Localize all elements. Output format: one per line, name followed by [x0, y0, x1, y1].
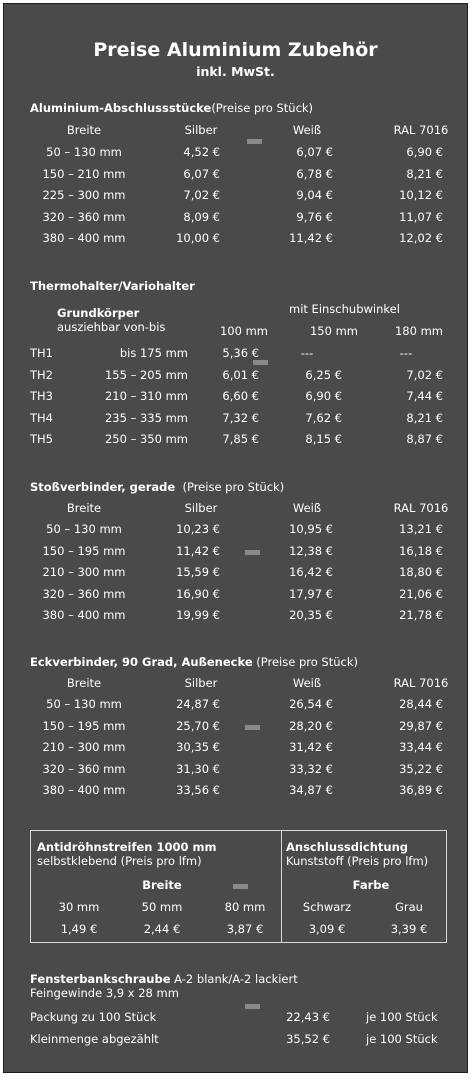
- thermo-cell-price-180: 8,21 €: [406, 410, 443, 425]
- eck-cell-breite: 150 – 195 mm: [42, 718, 126, 733]
- abschluss-header-weiss: Weiß: [292, 123, 322, 137]
- thermo-cell-type: TH2: [30, 367, 53, 382]
- stoss-cell-silber: 10,23 €: [176, 522, 220, 536]
- thermo-einschub-label: mit Einschubwinkel: [289, 302, 400, 316]
- eck-header-ral7016: RAL 7016: [393, 676, 449, 690]
- stoss-heading-line: [30, 480, 284, 494]
- abschluss-cell-breite: 380 – 400 mm: [42, 231, 126, 245]
- eck-cell-silber: 31,30 €: [176, 761, 220, 776]
- abschluss-cell-breite: 50 – 130 mm: [46, 145, 122, 159]
- abschluss-cell-weiss: 6,78 €: [296, 166, 333, 181]
- thermo-header-100mm: 100 mm: [219, 324, 268, 338]
- stoss-cell-ral7016: 16,18 €: [399, 543, 443, 558]
- thermo-cell-price-180: ---: [399, 346, 413, 360]
- decorative-dash: [253, 360, 268, 365]
- thermo-cell-price-100: 5,36 €: [222, 346, 259, 360]
- antidroehn-heading: Antidröhnstreifen 1000 mm: [37, 840, 217, 854]
- schraube-sub: Feingewinde 3,9 x 28 mm: [30, 986, 179, 1000]
- abschluss-note: (Preise pro Stück): [211, 101, 314, 115]
- thermo-cell-range: 235 – 335 mm: [104, 410, 188, 425]
- abschluss-cell-silber: 6,07 €: [183, 166, 220, 181]
- antidroehn-breite-label: Breite: [142, 878, 182, 892]
- anschluss-price-schwarz: 3,09 €: [308, 922, 346, 936]
- antidroehn-sub: selbstklebend (Preis pro lfm): [37, 854, 202, 868]
- eck-cell-breite: 320 – 360 mm: [42, 761, 126, 776]
- stoss-cell-breite: 50 – 130 mm: [46, 522, 122, 536]
- stoss-cell-ral7016: 21,78 €: [399, 608, 443, 622]
- stoss-cell-weiss: 12,38 €: [289, 543, 333, 558]
- anschluss-farbe-label: Farbe: [352, 878, 390, 892]
- thermo-header-180mm: 180 mm: [394, 324, 443, 338]
- thermo-cell-range: 155 – 205 mm: [104, 367, 188, 382]
- schraube-row-price: 22,43 €: [286, 1010, 330, 1024]
- abschluss-cell-breite: 320 – 360 mm: [42, 209, 126, 224]
- eck-note: (Preise pro Stück): [256, 655, 359, 669]
- decorative-dash: [245, 725, 260, 730]
- eck-cell-ral7016: 33,44 €: [399, 740, 443, 754]
- decorative-dash: [245, 1004, 260, 1009]
- thermo-cell-type: TH1: [30, 346, 53, 360]
- price-sheet: [3, 3, 468, 1073]
- stoss-cell-silber: 15,59 €: [176, 565, 220, 579]
- abschluss-cell-weiss: 6,07 €: [296, 145, 333, 159]
- stoss-header-weiss: Weiß: [292, 501, 322, 515]
- thermo-cell-price-150: ---: [300, 346, 314, 360]
- anschluss-price-grau: 3,39 €: [390, 922, 428, 936]
- eck-header-weiss: Weiß: [292, 676, 322, 690]
- thermo-grund-label: Grundkörper: [57, 306, 140, 320]
- stoss-cell-breite: 210 – 300 mm: [42, 565, 126, 579]
- stoss-cell-weiss: 10,95 €: [289, 522, 333, 536]
- abschluss-cell-breite: 150 – 210 mm: [42, 166, 126, 181]
- thermo-cell-type: TH5: [30, 432, 53, 446]
- thermo-cell-type: TH3: [30, 389, 53, 403]
- eck-cell-ral7016: 35,22 €: [399, 761, 443, 776]
- stoss-heading: Stoßverbinder, gerade: [30, 480, 176, 494]
- eck-cell-weiss: 26,54 €: [289, 697, 333, 711]
- eck-cell-breite: 50 – 130 mm: [46, 697, 122, 711]
- eck-cell-breite: 210 – 300 mm: [42, 740, 126, 754]
- box-divider: [281, 830, 282, 942]
- thermo-cell-price-100: 7,85 €: [222, 432, 259, 446]
- eck-cell-silber: 30,35 €: [176, 740, 220, 754]
- schraube-heading: Fensterbankschraube: [30, 972, 171, 986]
- eck-header-silber: Silber: [184, 676, 218, 690]
- schraube-note: A-2 blank/A-2 lackiert: [174, 972, 298, 986]
- schraube-row-price: 35,52 €: [286, 1032, 330, 1046]
- abschluss-cell-ral7016: 6,90 €: [406, 145, 443, 159]
- thermo-cell-price-180: 7,02 €: [406, 367, 443, 382]
- thermo-cell-type: TH4: [30, 410, 53, 425]
- eck-cell-weiss: 33,32 €: [289, 761, 333, 776]
- eck-cell-ral7016: 29,87 €: [399, 718, 443, 733]
- eck-cell-weiss: 34,87 €: [289, 783, 333, 797]
- abschluss-heading-line: [30, 101, 313, 115]
- antidroehn-price-80: 3,87 €: [226, 922, 264, 936]
- eck-cell-breite: 380 – 400 mm: [42, 783, 126, 797]
- decorative-dash: [233, 884, 248, 889]
- thermo-cell-price-180: 7,44 €: [406, 389, 443, 403]
- abschluss-cell-ral7016: 12,02 €: [399, 231, 443, 245]
- thermo-cell-price-150: 6,90 €: [305, 389, 342, 403]
- eck-cell-ral7016: 36,89 €: [399, 783, 443, 797]
- eck-heading-line: [30, 655, 358, 669]
- abschluss-heading: Aluminium-Abschlussstücke: [30, 101, 212, 115]
- stoss-cell-ral7016: 21,06 €: [399, 586, 443, 601]
- anschluss-color-grau: Grau: [395, 900, 423, 914]
- abschluss-cell-weiss: 11,42 €: [289, 231, 333, 245]
- stoss-cell-weiss: 16,42 €: [289, 565, 333, 579]
- eck-cell-silber: 24,87 €: [176, 697, 220, 711]
- stoss-cell-ral7016: 18,80 €: [399, 565, 443, 579]
- decorative-dash: [245, 550, 260, 555]
- thermo-grund-sub: ausziehbar von-bis: [57, 320, 166, 334]
- antidroehn-price-30: 1,49 €: [60, 922, 98, 936]
- eck-heading: Eckverbinder, 90 Grad, Außenecke: [30, 655, 253, 669]
- abschluss-cell-weiss: 9,76 €: [296, 209, 333, 224]
- thermo-cell-price-100: 7,32 €: [222, 410, 259, 425]
- decorative-dash: [247, 139, 262, 144]
- eck-header-breite: Breite: [66, 676, 102, 690]
- stoss-cell-silber: 16,90 €: [176, 586, 220, 601]
- abschluss-header-silber: Silber: [184, 123, 218, 137]
- schraube-row-label: Packung zu 100 Stück: [30, 1010, 157, 1024]
- schraube-row-unit: je 100 Stück: [366, 1010, 438, 1024]
- eck-cell-silber: 25,70 €: [176, 718, 220, 733]
- thermo-cell-range: 250 – 350 mm: [104, 432, 188, 446]
- abschluss-cell-silber: 4,52 €: [183, 145, 220, 159]
- eck-cell-ral7016: 28,44 €: [399, 697, 443, 711]
- stoss-cell-silber: 11,42 €: [176, 543, 220, 558]
- anschluss-heading: Anschlussdichtung: [286, 840, 409, 854]
- stoss-cell-silber: 19,99 €: [176, 608, 220, 622]
- schraube-heading-line: [30, 972, 298, 986]
- page-subtitle: inkl. MwSt.: [196, 64, 275, 79]
- antidroehn-size-30: 30 mm: [58, 900, 100, 914]
- thermo-cell-price-180: 8,87 €: [406, 432, 443, 446]
- eck-cell-weiss: 31,42 €: [289, 740, 333, 754]
- stoss-note: (Preise pro Stück): [182, 480, 285, 494]
- abschluss-cell-weiss: 9,04 €: [296, 188, 333, 202]
- eck-cell-weiss: 28,20 €: [289, 718, 333, 733]
- abschluss-cell-silber: 7,02 €: [183, 188, 220, 202]
- thermo-cell-price-100: 6,60 €: [222, 389, 259, 403]
- abschluss-cell-ral7016: 10,12 €: [399, 188, 443, 202]
- stoss-cell-weiss: 17,97 €: [289, 586, 333, 601]
- thermo-cell-range: 210 – 310 mm: [104, 389, 188, 403]
- anschluss-sub: Kunststoff (Preis pro lfm): [286, 854, 429, 868]
- stoss-cell-weiss: 20,35 €: [289, 608, 333, 622]
- abschluss-cell-ral7016: 11,07 €: [399, 209, 443, 224]
- stoss-cell-breite: 150 – 195 mm: [42, 543, 126, 558]
- thermo-header-150mm: 150 mm: [309, 324, 358, 338]
- page-title: Preise Aluminium Zubehör: [93, 39, 378, 61]
- thermo-cell-range: bis 175 mm: [119, 346, 188, 360]
- abschluss-header-breite: Breite: [66, 123, 102, 137]
- abschluss-header-ral7016: RAL 7016: [393, 123, 449, 137]
- stoss-cell-breite: 380 – 400 mm: [42, 608, 126, 622]
- abschluss-cell-breite: 225 – 300 mm: [42, 188, 126, 202]
- abschluss-cell-silber: 8,09 €: [183, 209, 220, 224]
- abschluss-cell-silber: 10,00 €: [176, 231, 220, 245]
- thermo-cell-price-150: 8,15 €: [305, 432, 342, 446]
- stoss-cell-breite: 320 – 360 mm: [42, 586, 126, 601]
- stoss-header-ral7016: RAL 7016: [393, 501, 449, 515]
- abschluss-cell-ral7016: 8,21 €: [406, 166, 443, 181]
- stoss-cell-ral7016: 13,21 €: [399, 522, 443, 536]
- antidroehn-price-50: 2,44 €: [143, 922, 181, 936]
- antidroehn-size-80: 80 mm: [224, 900, 266, 914]
- thermo-cell-price-150: 6,25 €: [305, 367, 342, 382]
- thermo-heading: Thermohalter/Variohalter: [30, 279, 195, 293]
- thermo-cell-price-100: 6,01 €: [222, 367, 259, 382]
- eck-cell-silber: 33,56 €: [176, 783, 220, 797]
- anschluss-color-schwarz: Schwarz: [302, 900, 352, 914]
- schraube-row-unit: je 100 Stück: [366, 1032, 438, 1046]
- stoss-header-silber: Silber: [184, 501, 218, 515]
- antidroehn-size-50: 50 mm: [141, 900, 183, 914]
- schraube-row-label: Kleinmenge abgezählt: [30, 1032, 159, 1046]
- thermo-cell-price-150: 7,62 €: [305, 410, 342, 425]
- stoss-header-breite: Breite: [66, 501, 102, 515]
